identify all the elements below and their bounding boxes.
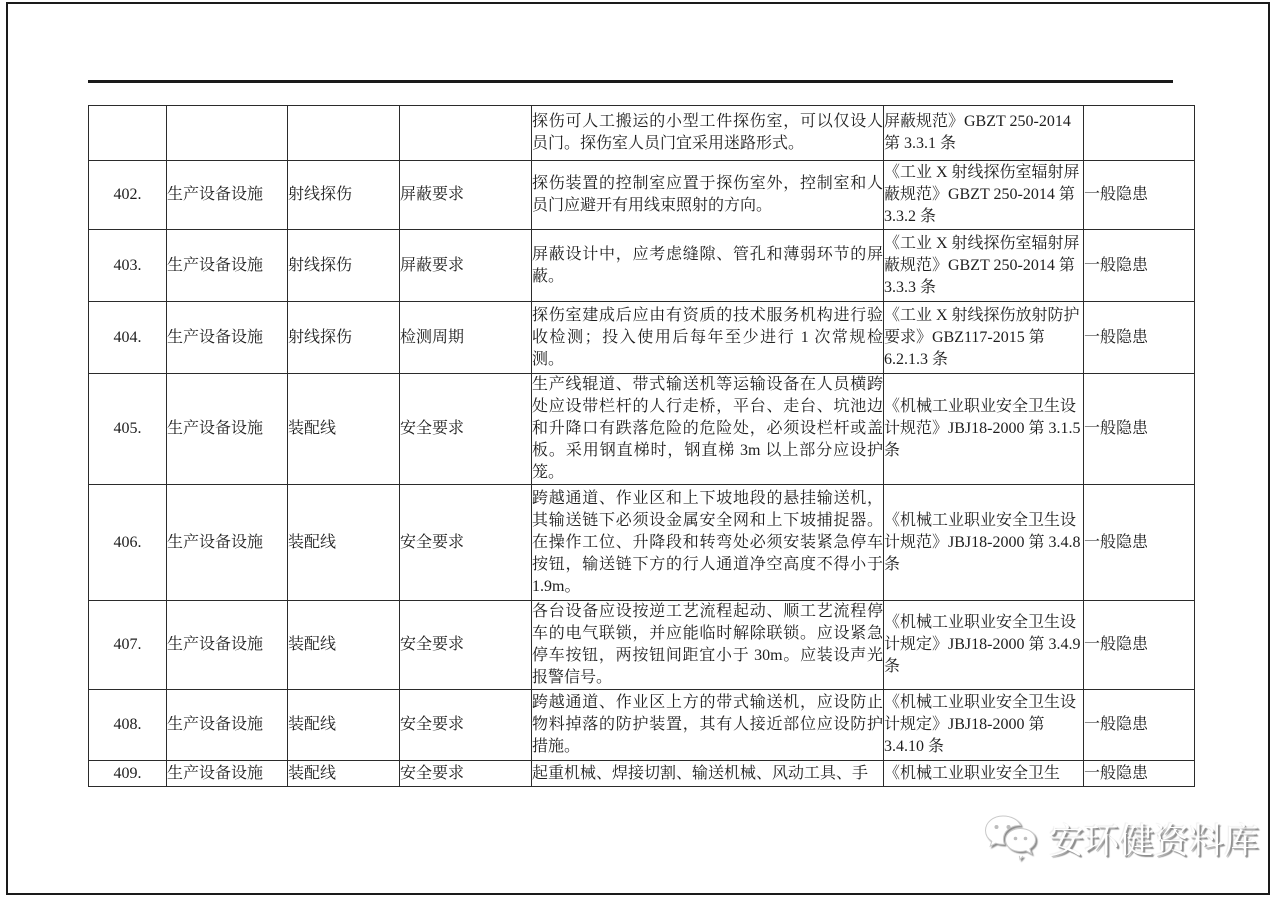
- hazard-checklist-table: [88, 105, 1195, 787]
- wechat-icon: [982, 812, 1042, 866]
- row-subcategory: 装配线: [288, 374, 400, 485]
- table-row: [89, 230, 1195, 302]
- row-number: [89, 106, 167, 161]
- row-reference: 《机械工业职业安全卫生设计规定》JBJ18-2000 第 3.4.9 条: [884, 601, 1084, 690]
- row-category: 生产设备设施: [167, 161, 288, 230]
- row-hazard-level: 一般隐患: [1084, 374, 1195, 485]
- row-check-item: 安全要求: [400, 374, 532, 485]
- watermark-text: 安环健资料库: [1049, 822, 1260, 861]
- row-number: 408.: [89, 690, 167, 761]
- row-hazard-level: 一般隐患: [1084, 690, 1195, 761]
- row-check-item: [400, 106, 532, 161]
- row-check-item: 安全要求: [400, 690, 532, 761]
- row-category: [167, 106, 288, 161]
- row-reference: 《工业 X 射线探伤室辐射屏蔽规范》GBZT 250-2014 第 3.3.3 条: [884, 230, 1084, 302]
- row-subcategory: 装配线: [288, 761, 400, 787]
- table-row: [89, 690, 1195, 761]
- row-reference: 屏蔽规范》GBZT 250-2014 第 3.3.1 条: [884, 106, 1084, 161]
- table-row: [89, 601, 1195, 690]
- row-description: 起重机械、焊接切割、输送机械、风动工具、手: [532, 761, 884, 787]
- table-row: [89, 161, 1195, 230]
- row-subcategory: 射线探伤: [288, 161, 400, 230]
- row-check-item: 检测周期: [400, 302, 532, 374]
- row-description: 探伤可人工搬运的小型工件探伤室，可以仅设人员门。探伤室人员门宜采用迷路形式。: [532, 106, 884, 161]
- row-subcategory: 射线探伤: [288, 230, 400, 302]
- row-category: 生产设备设施: [167, 690, 288, 761]
- table-row: [89, 302, 1195, 374]
- row-hazard-level: 一般隐患: [1084, 302, 1195, 374]
- row-description: 生产线辊道、带式输送机等运输设备在人员横跨处应设带栏杆的人行走桥，平台、走台、坑池边和升降口有跌落危险的危险处，必须设栏杆或盖板。采用钢直梯时，钢直梯 3m 以上部分应设护笼。: [532, 374, 884, 485]
- row-check-item: 安全要求: [400, 761, 532, 787]
- row-category: 生产设备设施: [167, 302, 288, 374]
- row-description: 跨越通道、作业区上方的带式输送机，应设防止物料掉落的防护装置，其有人接近部位应设防护措施。: [532, 690, 884, 761]
- header-rule-line: [88, 80, 1173, 83]
- row-hazard-level: 一般隐患: [1084, 601, 1195, 690]
- row-reference: 《机械工业职业安全卫生: [884, 761, 1084, 787]
- row-number: 406.: [89, 485, 167, 601]
- row-reference: 《机械工业职业安全卫生设计规定》JBJ18-2000 第 3.4.10 条: [884, 690, 1084, 761]
- row-number: 402.: [89, 161, 167, 230]
- table-row: [89, 106, 1195, 161]
- row-subcategory: 射线探伤: [288, 302, 400, 374]
- row-reference: 《工业 X 射线探伤室辐射屏蔽规范》GBZT 250-2014 第 3.3.2 条: [884, 161, 1084, 230]
- row-reference: 《机械工业职业安全卫生设计规范》JBJ18-2000 第 3.4.8 条: [884, 485, 1084, 601]
- row-hazard-level: 一般隐患: [1084, 161, 1195, 230]
- row-check-item: 安全要求: [400, 485, 532, 601]
- row-description: 跨越通道、作业区和上下坡地段的悬挂输送机，其输送链下必须设金属安全网和上下坡捕捉器。在操作工位、升降段和转弯处必须安装紧急停车按钮，输送链下方的行人通道净空高度不得小于 1.9m。: [532, 485, 884, 601]
- row-subcategory: [288, 106, 400, 161]
- row-reference: 《工业 X 射线探伤放射防护要求》GBZ117-2015 第 6.2.1.3 条: [884, 302, 1084, 374]
- row-number: 407.: [89, 601, 167, 690]
- row-number: 409.: [89, 761, 167, 787]
- row-number: 404.: [89, 302, 167, 374]
- row-category: 生产设备设施: [167, 374, 288, 485]
- row-subcategory: 装配线: [288, 690, 400, 761]
- row-check-item: 安全要求: [400, 601, 532, 690]
- row-check-item: 屏蔽要求: [400, 161, 532, 230]
- watermark: [982, 812, 1259, 866]
- row-description: 探伤装置的控制室应置于探伤室外，控制室和人员门应避开有用线束照射的方向。: [532, 161, 884, 230]
- row-hazard-level: [1084, 106, 1195, 161]
- row-description: 屏蔽设计中，应考虑缝隙、管孔和薄弱环节的屏蔽。: [532, 230, 884, 302]
- row-description: 各台设备应设按逆工艺流程起动、顺工艺流程停车的电气联锁，并应能临时解除联锁。应设紧急停车按钮，两按钮间距宜小于 30m。应装设声光报警信号。: [532, 601, 884, 690]
- table-row: [89, 485, 1195, 601]
- table-row: [89, 374, 1195, 485]
- row-category: 生产设备设施: [167, 601, 288, 690]
- row-subcategory: 装配线: [288, 485, 400, 601]
- row-category: 生产设备设施: [167, 761, 288, 787]
- table-row: [89, 761, 1195, 787]
- row-hazard-level: 一般隐患: [1084, 761, 1195, 787]
- row-number: 405.: [89, 374, 167, 485]
- row-hazard-level: 一般隐患: [1084, 485, 1195, 601]
- row-subcategory: 装配线: [288, 601, 400, 690]
- row-category: 生产设备设施: [167, 485, 288, 601]
- row-number: 403.: [89, 230, 167, 302]
- row-check-item: 屏蔽要求: [400, 230, 532, 302]
- row-category: 生产设备设施: [167, 230, 288, 302]
- row-hazard-level: 一般隐患: [1084, 230, 1195, 302]
- row-reference: 《机械工业职业安全卫生设计规范》JBJ18-2000 第 3.1.5 条: [884, 374, 1084, 485]
- row-description: 探伤室建成后应由有资质的技术服务机构进行验收检测；投入使用后每年至少进行 1 次常规检测。: [532, 302, 884, 374]
